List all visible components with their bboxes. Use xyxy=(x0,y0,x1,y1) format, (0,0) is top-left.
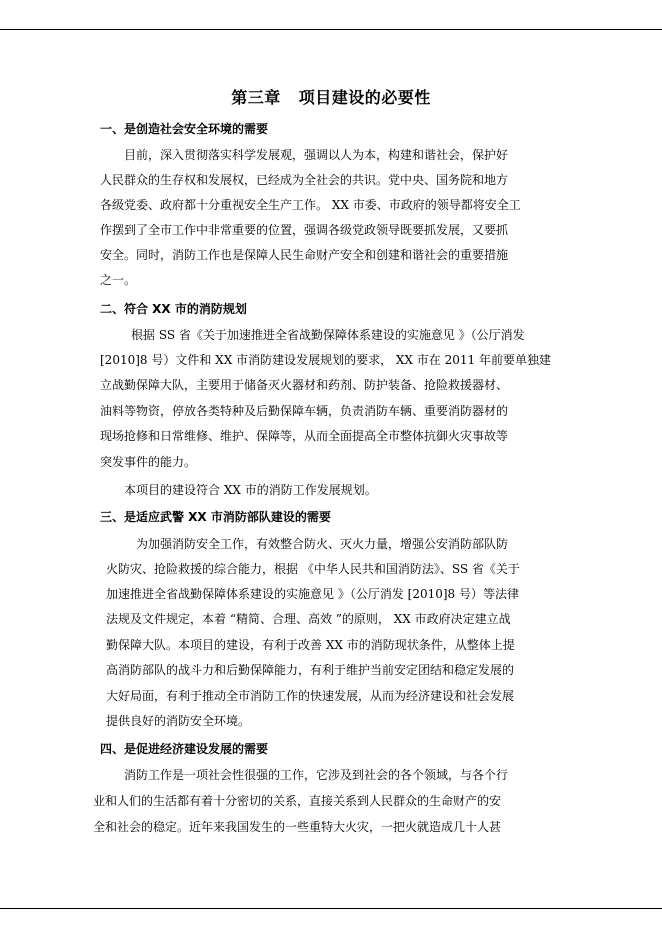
paragraph-line: 各级党委、政府都十分重视安全生产工作。 XX 市委、市政府的领导都将安全工 xyxy=(100,198,521,212)
chapter-number: 第三章 xyxy=(231,88,281,107)
section-heading-3: 三、是适应武警 XX 市消防部队建设的需要 xyxy=(100,510,331,524)
paragraph-line: 人民群众的生存权和发展权，已经成为全社会的共识。党中央、国务院和地方 xyxy=(100,173,509,187)
paragraph-line: 现场抢修和日常维修、维护、保障等，从而全面提高全市整体抗御火灾事故等 xyxy=(100,429,509,443)
paragraph-line: 立战勤保障大队，主要用于储备灭火器材和药剂、防护装备、抢险救援器材、 xyxy=(100,378,509,392)
header-rule xyxy=(0,29,662,30)
paragraph-line: 作摆到了全市工作中非常重要的位置，强调各级党政领导既要抓发展，又要抓 xyxy=(100,223,509,237)
paragraph-line: 为加强消防安全工作，有效整合防火、灭火力量，增强公安消防部队防 xyxy=(136,537,509,551)
paragraph-line: 加速推进全省战勤保障体系建设的实施意见 》（公厅消发 [2010]8 号）等法律 xyxy=(106,587,519,601)
paragraph-line: 全和社会的稳定。近年来我国发生的一些重特大火灾，一把火就造成几十人甚 xyxy=(93,820,502,834)
paragraph-line: 业和人们的生活都有着十分密切的关系，直接关系到人民群众的生命财产的安 xyxy=(93,794,502,808)
paragraph-line: 根据 SS 省《关于加速推进全省战勤保障体系建设的实施意见 》（公厅消发 xyxy=(131,328,525,342)
paragraph-line: [2010]8 号）文件和 XX 市消防建设发展规划的要求， XX 市在 2011 年前要单独建 xyxy=(100,353,551,367)
paragraph-line: 大好局面，有利于推动全市消防工作的快速发展，从而为经济建设和社会发展 xyxy=(106,689,515,703)
footer-rule xyxy=(0,908,662,909)
paragraph-line: 火防灾、抢险救援的综合能力，根据 《中华人民共和国消防法》、SS 省《关于 xyxy=(106,562,520,576)
paragraph-line: 法规及文件规定，本着 “精简、合理、高效 ”的原则， XX 市政府决定建立战 xyxy=(106,612,511,626)
paragraph-line: 高消防部队的战斗力和后勤保障能力，有利于维护当前安定团结和稳定发展的 xyxy=(106,663,515,677)
paragraph-line: 之一。 xyxy=(100,273,137,287)
paragraph-line: 目前，深入贯彻落实科学发展观，强调以人为本，构建和谐社会，保护好 xyxy=(124,148,509,162)
section-heading-1: 一、是创造社会安全环境的需要 xyxy=(100,122,269,136)
section-heading-4: 四、是促进经济建设发展的需要 xyxy=(100,742,269,756)
paragraph-line: 油料等物资，停放各类特种及后勤保障车辆，负责消防车辆、重要消防器材的 xyxy=(100,404,509,418)
paragraph-line: 突发事件的能力。 xyxy=(100,455,197,469)
paragraph-line: 安全。同时，消防工作也是保障人民生命财产安全和创建和谐社会的重要措施 xyxy=(100,248,509,262)
section-heading-2: 二、符合 XX 市的消防规划 xyxy=(100,302,247,316)
paragraph-line: 勤保障大队。本项目的建设，有利于改善 XX 市的消防现状条件，从整体上提 xyxy=(106,638,515,652)
paragraph-line: 提供良好的消防安全环境。 xyxy=(106,714,251,728)
chapter-title: 项目建设的必要性 xyxy=(298,88,431,107)
paragraph-line: 本项目的建设符合 XX 市的消防工作发展规划。 xyxy=(124,483,377,497)
page-title xyxy=(0,88,662,108)
paragraph-line: 消防工作是一项社会性很强的工作，它涉及到社会的各个领域，与各个行 xyxy=(124,768,509,782)
